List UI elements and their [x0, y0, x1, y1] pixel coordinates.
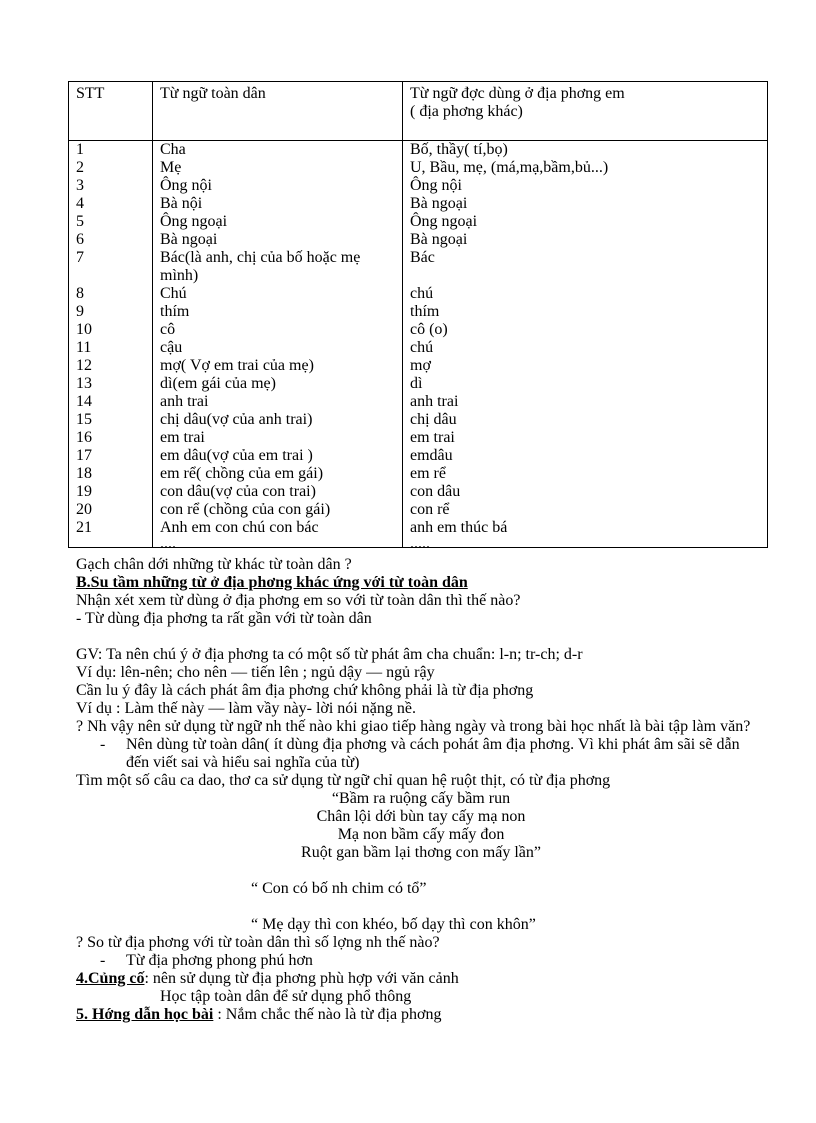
stt-cell: 7	[76, 249, 84, 266]
dia-phuong-cell: chú	[410, 285, 434, 302]
dia-phuong-cell: anh em thúc bá	[410, 519, 508, 536]
dia-phuong-cell: chú	[410, 339, 434, 356]
stt-cell: 13	[76, 375, 92, 392]
dia-phuong-cell: Bố, thầy( tí,bọ)	[410, 141, 508, 158]
stt-cell: 5	[76, 213, 84, 230]
dia-phuong-cell: mợ	[410, 357, 431, 374]
stt-cell: 12	[76, 357, 92, 374]
stt-cell: 2	[76, 159, 84, 176]
dia-phuong-cell: dì	[410, 375, 423, 392]
teacher-note: GV: Ta nên chú ý ở địa phơng ta có một số từ phát âm cha chuẩn: l-n; tr-ch; d-r	[76, 646, 583, 663]
stt-column	[69, 141, 153, 548]
dia-phuong-cell: Bà ngoại	[410, 195, 468, 212]
answer-usage: - Nên dùng từ toàn dân( ít dùng địa phơng và cách pohát âm địa phơng. Vì khi phát âm sãi sẽ dẫn đến viết sai và hiểu sai nghĩa của từ)	[100, 736, 740, 771]
header-toan-dan: Từ ngữ toàn dân	[153, 82, 403, 141]
dia-phuong-cell: em rể	[410, 465, 446, 482]
consolidation-2: Học tập toàn dân để sử dụng phổ thông	[160, 988, 412, 1005]
poem-line-3: Mạ non bầm cấy mấy đon	[337, 826, 505, 843]
poem-line-2: Chân lội dới bùn tay cấy mạ non	[316, 808, 526, 825]
dia-phuong-cell: con rể	[410, 501, 450, 518]
dia-phuong-cell: con dâu	[410, 483, 461, 500]
stt-cell: 16	[76, 429, 92, 446]
dia-phuong-cell: Ông nội	[410, 177, 462, 194]
stt-cell: 10	[76, 321, 92, 338]
toan-dan-cell: em rể( chồng của em gái)	[160, 465, 324, 482]
toan-dan-cell: Bác(là anh, chị của bố hoặc mẹ mình)	[160, 249, 361, 284]
toan-dan-cell: Anh em con chú con bác	[160, 519, 319, 536]
dia-phuong-cell: emdâu	[410, 447, 453, 464]
stt-cell: 20	[76, 501, 92, 518]
toan-dan-cell: Bà ngoại	[160, 231, 218, 248]
stt-cell: 14	[76, 393, 92, 410]
section-b-heading: B.Su tầm những từ ở địa phơng khác ứng với từ toàn dân	[76, 574, 468, 591]
stt-cell: 15	[76, 411, 92, 428]
vocabulary-table	[68, 81, 768, 548]
table-tail-ellipsis: .....	[410, 537, 430, 547]
answer-quantity: - Từ địa phơng phong phú hơn	[100, 952, 313, 969]
proverb-1: “ Con có bố nh chim có tổ”	[251, 880, 427, 897]
toan-dan-cell: cô	[160, 321, 176, 338]
dia-phuong-cell: thím	[410, 303, 440, 320]
table-body-row	[69, 141, 768, 548]
dia-phuong-column	[403, 141, 768, 548]
toan-dan-cell: con dâu(vợ của con trai)	[160, 483, 316, 500]
poem-line-1: “Bầm ra ruộng cấy bầm run	[331, 790, 511, 807]
stt-cell: 6	[76, 231, 84, 248]
instruction-underline: Gạch chân dới những từ khác từ toàn dân ?	[76, 556, 352, 573]
dia-phuong-cell: anh trai	[410, 393, 459, 410]
stt-cell: 3	[76, 177, 84, 194]
answer-close: - Từ dùng địa phơng ta rất gần với từ toàn dân	[76, 610, 372, 627]
toan-dan-column	[153, 141, 403, 548]
dia-phuong-cell: em trai	[410, 429, 455, 446]
example-2: Ví dụ : Làm thế này — làm vầy này- lời nói nặng nề.	[76, 700, 416, 717]
example-1: Ví dụ: lên-nên; cho nên — tiến lên ; ngủ dậy — ngủ rậy	[76, 664, 435, 681]
stt-cell: 17	[76, 447, 92, 464]
consolidation-heading: 4.Củng cố	[76, 970, 145, 987]
stt-cell: 8	[76, 285, 84, 302]
table-tail-ellipsis: ....	[160, 537, 176, 547]
toan-dan-cell: Ông ngoại	[160, 213, 228, 230]
toan-dan-cell: dì(em gái của mẹ)	[160, 375, 276, 392]
table-tail-ellipsis	[69, 537, 152, 547]
question-compare: Nhận xét xem từ dùng ở địa phơng em so với từ toàn dân thì thế nào?	[76, 592, 521, 609]
stt-cell: 21	[76, 519, 92, 536]
dia-phuong-cell: cô (o)	[410, 321, 448, 338]
question-usage: ? Nh vậy nên sử dụng từ ngữ nh thế nào khi giao tiếp hàng ngày và trong bài học nhất là bài tập làm văn?	[76, 718, 751, 735]
toan-dan-cell: con rể (chồng của con gái)	[160, 501, 331, 518]
homework: 5. Hớng dẫn học bài : Nắm chắc thế nào là từ địa phơng	[76, 1006, 442, 1023]
toan-dan-cell: thím	[160, 303, 190, 320]
header-dia-phuong	[403, 82, 768, 141]
stt-cell: 9	[76, 303, 84, 320]
header-stt: STT	[69, 82, 153, 141]
toan-dan-cell: Mẹ	[160, 159, 182, 176]
toan-dan-cell: Ông nội	[160, 177, 212, 194]
stt-cell: 4	[76, 195, 84, 212]
toan-dan-cell: cậu	[160, 339, 183, 356]
stt-cell: 18	[76, 465, 92, 482]
note-pronunciation: Cần lu ý đây là cách phát âm địa phơng chứ không phải là từ địa phơng	[76, 682, 534, 699]
stt-cell: 1	[76, 141, 84, 158]
header-dia-phuong-line2: ( địa phơng khác)	[410, 103, 523, 120]
toan-dan-cell: anh trai	[160, 393, 209, 410]
question-quantity: ? So từ địa phơng với từ toàn dân thì số lợng nh thế nào?	[76, 934, 440, 951]
dia-phuong-cell: U, Bầu, mẹ, (má,mạ,bầm,bủ...)	[410, 159, 609, 176]
toan-dan-cell: mợ( Vợ em trai của mẹ)	[160, 357, 314, 374]
toan-dan-cell: Bà nội	[160, 195, 203, 212]
lesson-text	[76, 556, 766, 1024]
header-dia-phuong-line1: Từ ngữ đợc dùng ở địa phơng em	[410, 85, 625, 102]
toan-dan-cell: em dâu(vợ của em trai )	[160, 447, 313, 464]
toan-dan-cell: Cha	[160, 141, 186, 158]
toan-dan-cell: Chú	[160, 285, 187, 302]
dia-phuong-cell: Bác	[410, 249, 435, 266]
table-header-row	[69, 82, 768, 141]
dia-phuong-cell: Ông ngoại	[410, 213, 478, 230]
stt-cell: 19	[76, 483, 92, 500]
toan-dan-cell: chị dâu(vợ của anh trai)	[160, 411, 313, 428]
poem-line-4: Ruột gan bầm lại thơng con mấy lần”	[301, 844, 541, 861]
homework-heading: 5. Hớng dẫn học bài	[76, 1006, 214, 1023]
dia-phuong-cell: chị dâu	[410, 411, 457, 428]
task-find-poems: Tìm một số câu ca dao, thơ ca sử dụng từ ngữ chỉ quan hệ ruột thịt, có từ địa phơng	[76, 772, 611, 789]
consolidation: 4.Củng cố: nên sử dụng từ địa phơng phù hợp với văn cảnh	[76, 970, 459, 987]
dia-phuong-cell: Bà ngoại	[410, 231, 468, 248]
proverb-2: “ Mẹ dạy thì con khéo, bố dạy thì con khôn”	[251, 916, 536, 933]
stt-cell: 11	[76, 339, 92, 356]
toan-dan-cell: em trai	[160, 429, 205, 446]
